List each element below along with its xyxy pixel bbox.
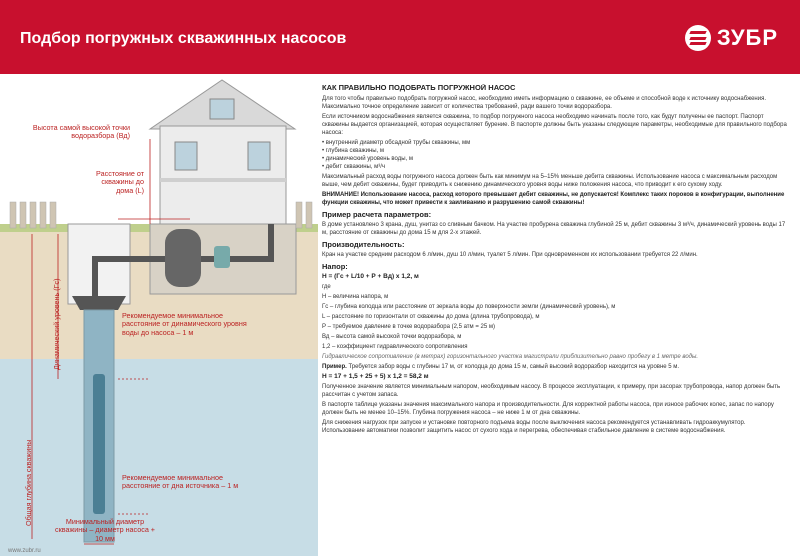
list-item: • динамический уровень воды, м	[322, 155, 788, 163]
hydraulic-note: Гидравлическое сопротивление (в метрах) горизонтального участка магистрали приблизительно равно пробегу в 1 метре воды.	[322, 354, 699, 360]
pressure-tank	[165, 229, 201, 287]
head-heading: Напор:	[322, 262, 348, 271]
definition-p: Р – требуемое давление в точке водоразбора (2,5 атм = 25 м)	[322, 324, 495, 330]
parameter-list	[322, 139, 788, 171]
label-dynamic-level: Динамический уровень (Гс)	[52, 278, 61, 370]
well-caisson	[68, 224, 130, 304]
wellhead-rocks	[72, 296, 126, 310]
performance-paragraph: Кран на участке средним расходом 6 л/мин, душ 10 л/мин, туалет 5 л/мин. При одновременном их использовании требуется 22 л/мин.	[322, 252, 698, 258]
selection-paragraph: В паспорте таблице указаны значения максимального напора и производительности. Для корректной работы насоса, при износе рабочих колес, запас по напору должен быть не менее 10–15%. Глубина погружения насоса – не ниже 1 м от дна скважины.	[322, 402, 774, 416]
definition-k: 1,2 – коэффициент гидравлического сопротивления	[322, 344, 468, 350]
intro-paragraph-1: Для того чтобы правильно подобрать погружной насос, необходимо иметь информацию о скважине, ее объеме и способной воде к источнику водоснабжения. Максимально точное определение зависит от количества требований, ради вашего точки водоразбора.	[322, 96, 767, 110]
guide-title: КАК ПРАВИЛЬНО ПОДОБРАТЬ ПОГРУЖНОЙ НАСОС	[322, 84, 516, 92]
header-bar	[0, 0, 800, 74]
head-formula: Н = (Гс + L/10 + Р + Вд) х 1,2, м	[322, 273, 419, 280]
label-min-above-pump: Рекомендуемое минимальное расстояние от динамического уровня воды до насоса – 1 м	[122, 311, 247, 337]
warning-paragraph: ВНИМАНИЕ! Использование насоса, расход которого превышает дебит скважины, не допускается! Комплекс таких пороков в конфигурации, выполнение функции скважины, что может привести к заиливанию и разрушению самой скважины!	[322, 192, 785, 206]
label-min-diameter: Минимальный диаметр скважины – диаметр насоса + 10 мм	[54, 517, 156, 543]
list-item: • внутренний диаметр обсадной трубы скважины, мм	[322, 139, 788, 147]
example-heading: Пример расчета параметров:	[322, 210, 432, 219]
logo-emblem-icon	[685, 25, 711, 51]
label-min-from-bottom: Рекомендуемое минимальное расстояние от дна источника – 1 м	[122, 473, 239, 491]
definition-h: Н – величина напора, м	[322, 294, 389, 300]
where-label: где	[322, 284, 331, 290]
definition-l: L – расстояние по горизонтали от скважины до дома (длина трубопровода), м	[322, 314, 540, 320]
performance-heading: Производительность:	[322, 240, 405, 249]
footer-url[interactable]: www.zubr.ru	[8, 548, 41, 554]
submersible-pump	[93, 374, 105, 514]
guide-text-column	[322, 84, 788, 552]
flow-paragraph: Максимальный расход воды погружного насоса должен быть как минимум на 5–15% меньше дебита скважины. Использование насоса с максимальным расходом выше, чем дебит скважины, будет приводить к снижению динамического уровня воды ниже положения насоса, что приводит к его сухому ходу.	[322, 174, 778, 188]
brand-logo[interactable]	[685, 24, 778, 52]
label-top-height: Высота самой высокой точки водоразбора (Вд)	[32, 123, 130, 141]
filter	[214, 246, 230, 268]
definition-vd: Вд – высота самой высокой точки водоразбора, м	[322, 334, 462, 340]
result-paragraph: Полученное значение является минимальным напором, необходимым насосу. В процессе эксплуатации, к примеру, при засорах трубопровода, напор должен быть рассчитан с учетом запаса.	[322, 384, 781, 398]
pump-installation-diagram	[0, 74, 318, 556]
example2-text: Требуется забор воды с глубины 17 м, от колодца до дома 15 м, самый высокий водоразбор находится на уровне 5 м.	[348, 364, 680, 370]
intro-paragraph-2: Если источником водоснабжения является скважина, то подбор погружного насоса необходимо начинать после того, как будут получены ее паспорт. Паспорт скважины выдается организацией, которая осуществляет бурение. В паспорте должны быть указаны следующие параметры, необходимые для правильного подбора насоса:	[322, 114, 787, 136]
label-total-depth: Общая глубина скважины	[24, 439, 33, 526]
final-paragraph: Для снижения нагрузок при запуске и установке повторного подъема воды после выключения насоса рекомендуется устанавливать гидроаккумулятор. Использование автоматики позволит защитить насос от сухого хода и перегрева, обеспечивая стабильное давление в системе водоснабжения.	[322, 420, 746, 434]
example-paragraph: В доме установлено 3 крана, душ, унитаз со сливным бачком. На участке пробурена скважина глубиной 25 м, дебит скважины 3 м³/ч, динамический уровень воды 17 м, расстояние от скважины до дома 15 м для 2-х этажей.	[322, 222, 786, 236]
example2-label: Пример.	[322, 364, 347, 370]
list-item: • глубина скважины, м	[322, 147, 788, 155]
example2-formula: Н = 17 + 1,5 + 25 + 5) х 1,2 = 58,2 м	[322, 373, 429, 380]
definition-gs: Гс – глубина колодца или расстояние от зеркала воды до поверхности земли (динамический уровень), м	[322, 304, 616, 310]
list-item: • дебит скважины, м³/ч	[322, 163, 788, 171]
label-distance: Расстояние от скважины до дома (L)	[96, 169, 144, 195]
page-title: Подбор погружных скважинных насосов	[20, 30, 347, 47]
logo-text: ЗУБР	[716, 25, 778, 50]
